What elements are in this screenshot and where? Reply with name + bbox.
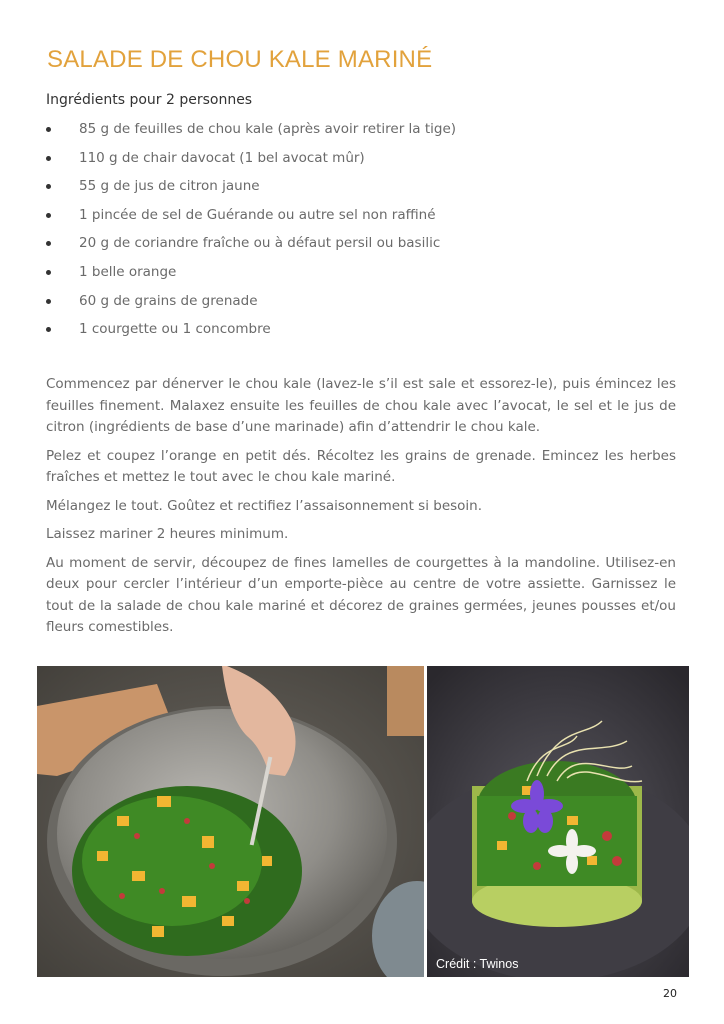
- bullet-icon: [46, 156, 51, 161]
- instructions: [46, 374, 676, 646]
- instruction-paragraph: Au moment de servir, découpez de fines lamelles de courgettes à la mandoline. Utilisez-en deux pour cercler l’intérieur d’un emporte-pièce au centre de votre assiette. Garnissez le tout de la salade de chou kale mariné et décorez de graines germées, jeunes pousses et/ou fleurs comestibles.: [46, 554, 676, 635]
- instruction-paragraph: Mélangez le tout. Goûtez et rectifiez l’assaisonnement si besoin.: [46, 497, 483, 514]
- instruction-paragraph: Laissez mariner 2 heures minimum.: [46, 526, 289, 542]
- salad-bowl-photo: [37, 666, 424, 977]
- bullet-icon: [46, 127, 51, 132]
- bullet-icon: [46, 213, 51, 218]
- ingredients-list: [46, 118, 666, 347]
- bullet-icon: [46, 184, 51, 189]
- ingredient-item: 1 pincée de sel de Guérande ou autre sel non raffiné: [46, 204, 666, 233]
- ingredient-item: 1 courgette ou 1 concombre: [46, 318, 666, 347]
- ingredient-item: 60 g de grains de grenade: [46, 290, 666, 319]
- instruction-paragraph: Pelez et coupez l’orange en petit dés. Récoltez les grains de grenade. Emincez les herbes fraîches et mettez le tout avec le chou kale mariné.: [46, 447, 676, 485]
- ingredient-item: 85 g de feuilles de chou kale (après avoir retirer la tige): [46, 118, 666, 147]
- ingredient-item: 110 g de chair davocat (1 bel avocat mûr): [46, 147, 666, 176]
- page-number: 20: [663, 987, 677, 1000]
- instruction-paragraph: Commencez par dénerver le chou kale (lavez-le s’il est sale et essorez-le), puis émincez les feuilles finement. Malaxez ensuite les feuilles de chou kale avec l’avocat, le sel et le jus de citron (ingrédients de base d’une marinade) afin d’attendrir le chou kale.: [46, 376, 676, 435]
- ingredients-heading: Ingrédients pour 2 personnes: [46, 92, 253, 108]
- bullet-icon: [46, 327, 51, 332]
- ingredient-item: 55 g de jus de citron jaune: [46, 175, 666, 204]
- plated-salad-illustration: [427, 666, 689, 977]
- bullet-icon: [46, 241, 51, 246]
- salad-bowl-illustration: [37, 666, 424, 977]
- ingredient-item: 20 g de coriandre fraîche ou à défaut persil ou basilic: [46, 232, 666, 261]
- page-title: SALADE DE CHOU KALE MARINÉ: [47, 46, 433, 73]
- ingredient-item: 1 belle orange: [46, 261, 666, 290]
- bullet-icon: [46, 299, 51, 304]
- photo-credit: Crédit : Twinos: [436, 957, 519, 971]
- plated-salad-photo: [427, 666, 689, 977]
- bullet-icon: [46, 270, 51, 275]
